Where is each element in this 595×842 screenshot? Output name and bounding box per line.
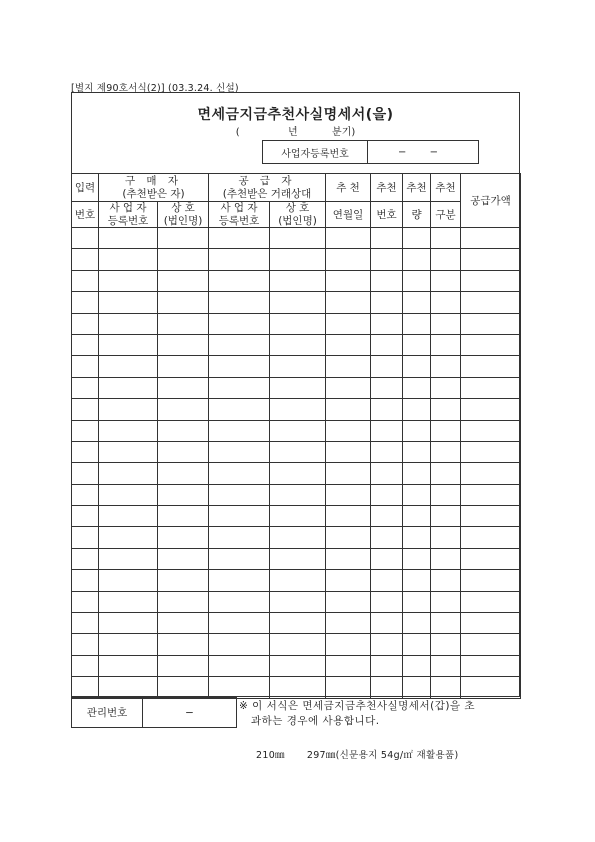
table-cell[interactable] xyxy=(371,548,403,569)
table-cell[interactable] xyxy=(461,356,521,377)
period-line xyxy=(71,123,520,138)
table-cell[interactable] xyxy=(270,484,326,505)
rec-no-header-bottom: 번호 xyxy=(371,202,403,228)
table-cell[interactable] xyxy=(326,441,371,462)
table-cell[interactable] xyxy=(72,613,99,634)
table-cell[interactable] xyxy=(371,313,403,334)
table-cell[interactable] xyxy=(371,334,403,355)
table-cell[interactable] xyxy=(403,548,431,569)
table-cell[interactable] xyxy=(270,249,326,270)
table-cell[interactable] xyxy=(158,527,209,548)
table-row xyxy=(72,655,521,676)
table-cell[interactable] xyxy=(371,228,403,249)
table-cell[interactable] xyxy=(431,292,461,313)
form-number-note: [별지 제90호서식(2)] (03.3.24. 신설) xyxy=(71,83,239,94)
table-cell[interactable] xyxy=(99,655,158,676)
table-cell[interactable] xyxy=(72,484,99,505)
table-cell[interactable] xyxy=(431,228,461,249)
table-cell[interactable] xyxy=(371,634,403,655)
table-row xyxy=(72,356,521,377)
table-row xyxy=(72,613,521,634)
table-cell[interactable] xyxy=(72,313,99,334)
paper-width: 210㎜ xyxy=(256,750,285,761)
table-cell[interactable] xyxy=(99,334,158,355)
table-cell[interactable] xyxy=(270,463,326,484)
table-cell[interactable] xyxy=(158,356,209,377)
table-cell[interactable] xyxy=(431,655,461,676)
table-row xyxy=(72,677,521,698)
table-cell[interactable] xyxy=(270,441,326,462)
table-cell[interactable] xyxy=(326,420,371,441)
table-cell[interactable] xyxy=(403,591,431,612)
table-cell[interactable] xyxy=(99,591,158,612)
table-cell[interactable] xyxy=(371,484,403,505)
table-cell[interactable] xyxy=(461,527,521,548)
table-cell[interactable] xyxy=(99,399,158,420)
table-cell[interactable] xyxy=(431,506,461,527)
rec-qty-header-top: 추천 xyxy=(403,174,431,202)
table-cell[interactable] xyxy=(371,506,403,527)
buyer-biz-reg-bottom: 등록번호 xyxy=(107,215,149,227)
supplier-trade-name-bottom: (법인명) xyxy=(278,215,317,227)
management-number-field[interactable]: − xyxy=(185,706,194,719)
table-cell[interactable] xyxy=(209,613,270,634)
table-cell[interactable] xyxy=(158,655,209,676)
table-cell[interactable] xyxy=(326,313,371,334)
table-cell[interactable] xyxy=(99,270,158,291)
table-cell[interactable] xyxy=(326,399,371,420)
table-cell[interactable] xyxy=(72,655,99,676)
table-cell[interactable] xyxy=(431,548,461,569)
rec-date-header-bottom: 연월일 xyxy=(326,202,371,228)
table-cell[interactable] xyxy=(326,249,371,270)
table-cell[interactable] xyxy=(403,420,431,441)
table-cell[interactable] xyxy=(461,377,521,398)
table-cell[interactable] xyxy=(209,249,270,270)
table-row xyxy=(72,506,521,527)
table-cell[interactable] xyxy=(326,655,371,676)
table-cell[interactable] xyxy=(99,356,158,377)
table-cell[interactable] xyxy=(209,377,270,398)
table-cell[interactable] xyxy=(403,292,431,313)
table-cell[interactable] xyxy=(72,292,99,313)
buyer-trade-name-top: 상 호 xyxy=(171,202,195,214)
rec-no-header-top: 추천 xyxy=(371,174,403,202)
table-cell[interactable] xyxy=(158,292,209,313)
table-cell[interactable] xyxy=(326,292,371,313)
table-cell[interactable] xyxy=(72,249,99,270)
supplier-trade-name-top: 상 호 xyxy=(285,202,310,214)
table-cell[interactable] xyxy=(158,484,209,505)
table-cell[interactable] xyxy=(326,591,371,612)
table-cell[interactable] xyxy=(371,677,403,698)
table-cell[interactable] xyxy=(72,506,99,527)
buyer-header xyxy=(99,174,209,202)
table-cell[interactable] xyxy=(270,313,326,334)
table-cell[interactable] xyxy=(326,334,371,355)
table-cell[interactable] xyxy=(403,527,431,548)
table-cell[interactable] xyxy=(403,613,431,634)
table-cell[interactable] xyxy=(158,441,209,462)
table-cell[interactable] xyxy=(461,399,521,420)
table-cell[interactable] xyxy=(209,420,270,441)
table-cell[interactable] xyxy=(270,548,326,569)
table-cell[interactable] xyxy=(99,548,158,569)
table-cell[interactable] xyxy=(99,292,158,313)
table-cell[interactable] xyxy=(371,377,403,398)
table-cell[interactable] xyxy=(158,334,209,355)
table-cell[interactable] xyxy=(72,677,99,698)
header-row-1 xyxy=(72,174,521,202)
supply-price-header: 공급가액 xyxy=(461,174,521,228)
table-cell[interactable] xyxy=(461,420,521,441)
table-cell[interactable] xyxy=(72,463,99,484)
table-cell[interactable] xyxy=(99,377,158,398)
rec-type-header-top: 추천 xyxy=(431,174,461,202)
table-cell[interactable] xyxy=(270,334,326,355)
table-cell[interactable] xyxy=(72,527,99,548)
supplier-trade-name-header xyxy=(270,202,326,228)
table-cell[interactable] xyxy=(158,270,209,291)
table-cell[interactable] xyxy=(371,270,403,291)
table-cell[interactable] xyxy=(326,377,371,398)
table-cell[interactable] xyxy=(158,548,209,569)
table-cell[interactable] xyxy=(461,655,521,676)
table-cell[interactable] xyxy=(461,270,521,291)
table-cell[interactable] xyxy=(403,356,431,377)
supplier-biz-reg-top: 사 업 자 xyxy=(220,202,258,214)
supplier-header xyxy=(209,174,326,202)
table-cell[interactable] xyxy=(326,613,371,634)
table-cell[interactable] xyxy=(209,634,270,655)
table-cell[interactable] xyxy=(326,356,371,377)
table-row xyxy=(72,634,521,655)
table-cell[interactable] xyxy=(270,228,326,249)
table-cell[interactable] xyxy=(371,655,403,676)
table-cell[interactable] xyxy=(158,463,209,484)
table-cell[interactable] xyxy=(72,356,99,377)
detail-table xyxy=(71,173,521,699)
table-cell[interactable] xyxy=(158,634,209,655)
table-cell[interactable] xyxy=(431,677,461,698)
table-cell[interactable] xyxy=(431,377,461,398)
table-cell[interactable] xyxy=(326,228,371,249)
table-cell[interactable] xyxy=(158,613,209,634)
table-row xyxy=(72,441,521,462)
table-cell[interactable] xyxy=(371,356,403,377)
table-cell[interactable] xyxy=(158,228,209,249)
table-row xyxy=(72,292,521,313)
table-cell[interactable] xyxy=(270,613,326,634)
table-cell[interactable] xyxy=(431,334,461,355)
table-cell[interactable] xyxy=(461,334,521,355)
table-cell[interactable] xyxy=(371,441,403,462)
registration-number-box xyxy=(262,140,479,164)
table-cell[interactable] xyxy=(431,613,461,634)
table-cell[interactable] xyxy=(403,270,431,291)
table-cell[interactable] xyxy=(99,228,158,249)
table-cell[interactable] xyxy=(461,441,521,462)
table-cell[interactable] xyxy=(72,548,99,569)
rec-type-header-bottom: 구분 xyxy=(431,202,461,228)
table-cell[interactable] xyxy=(209,356,270,377)
table-cell[interactable] xyxy=(209,441,270,462)
table-cell[interactable] xyxy=(431,356,461,377)
table-cell[interactable] xyxy=(209,591,270,612)
table-row xyxy=(72,334,521,355)
table-cell[interactable] xyxy=(209,655,270,676)
table-cell[interactable] xyxy=(431,249,461,270)
registration-number-label: 사업자등록번호 xyxy=(263,141,368,163)
table-cell[interactable] xyxy=(403,377,431,398)
table-row xyxy=(72,399,521,420)
table-cell[interactable] xyxy=(461,463,521,484)
table-cell[interactable] xyxy=(326,527,371,548)
table-cell[interactable] xyxy=(158,677,209,698)
paper-spec xyxy=(256,747,480,761)
table-cell[interactable] xyxy=(431,527,461,548)
supplier-biz-reg-header xyxy=(209,202,270,228)
input-no-header-top: 입력 xyxy=(72,174,99,202)
table-cell[interactable] xyxy=(99,313,158,334)
input-no-header-bottom: 번호 xyxy=(72,202,99,228)
header-row-2 xyxy=(72,202,521,228)
paper-height: 297㎜(신문용지 54g/㎡ 재활용품) xyxy=(306,750,459,761)
table-cell[interactable] xyxy=(371,570,403,591)
table-cell[interactable] xyxy=(99,634,158,655)
table-cell[interactable] xyxy=(209,570,270,591)
table-cell[interactable] xyxy=(371,613,403,634)
table-cell[interactable] xyxy=(371,249,403,270)
table-cell[interactable] xyxy=(371,463,403,484)
table-cell[interactable] xyxy=(461,548,521,569)
table-cell[interactable] xyxy=(209,506,270,527)
table-cell[interactable] xyxy=(326,634,371,655)
table-cell[interactable] xyxy=(403,249,431,270)
table-row xyxy=(72,420,521,441)
table-cell[interactable] xyxy=(326,270,371,291)
table-cell[interactable] xyxy=(431,441,461,462)
table-cell[interactable] xyxy=(99,463,158,484)
table-cell[interactable] xyxy=(403,463,431,484)
table-cell[interactable] xyxy=(72,634,99,655)
table-cell[interactable] xyxy=(326,677,371,698)
table-cell[interactable] xyxy=(270,527,326,548)
table-cell[interactable] xyxy=(461,506,521,527)
table-row xyxy=(72,228,521,249)
table-cell[interactable] xyxy=(326,570,371,591)
table-cell[interactable] xyxy=(72,270,99,291)
table-cell[interactable] xyxy=(431,420,461,441)
management-number-label: 관리번호 xyxy=(72,698,143,727)
table-cell[interactable] xyxy=(461,292,521,313)
footnote xyxy=(239,699,523,729)
footnote-line-1: ※ 이 서식은 면세금지금추천사실명세서(갑)을 초 xyxy=(239,700,476,712)
period-year-label: 년 xyxy=(288,127,298,138)
table-cell[interactable] xyxy=(72,591,99,612)
buyer-biz-reg-header xyxy=(99,202,158,228)
table-cell[interactable] xyxy=(461,677,521,698)
buyer-trade-name-header xyxy=(158,202,209,228)
table-cell[interactable] xyxy=(270,420,326,441)
table-cell[interactable] xyxy=(270,677,326,698)
table-cell[interactable] xyxy=(209,228,270,249)
table-cell[interactable] xyxy=(403,313,431,334)
table-cell[interactable] xyxy=(270,570,326,591)
supplier-biz-reg-bottom: 등록번호 xyxy=(218,215,260,227)
supplier-header-sub: (추천받은 거래상대 xyxy=(222,188,312,200)
table-cell[interactable] xyxy=(371,420,403,441)
table-cell[interactable] xyxy=(209,463,270,484)
table-cell[interactable] xyxy=(461,484,521,505)
table-cell[interactable] xyxy=(209,399,270,420)
table-cell[interactable] xyxy=(158,420,209,441)
rec-date-header-top: 추 천 xyxy=(326,174,371,202)
table-row xyxy=(72,463,521,484)
table-cell[interactable] xyxy=(270,292,326,313)
table-cell[interactable] xyxy=(209,270,270,291)
table-row xyxy=(72,313,521,334)
table-cell[interactable] xyxy=(461,228,521,249)
table-cell[interactable] xyxy=(158,591,209,612)
table-cell[interactable] xyxy=(371,292,403,313)
table-cell[interactable] xyxy=(270,506,326,527)
table-cell[interactable] xyxy=(403,484,431,505)
table-cell[interactable] xyxy=(431,463,461,484)
table-cell[interactable] xyxy=(270,591,326,612)
table-cell[interactable] xyxy=(270,634,326,655)
table-cell[interactable] xyxy=(99,506,158,527)
table-cell[interactable] xyxy=(431,313,461,334)
table-cell[interactable] xyxy=(326,506,371,527)
table-cell[interactable] xyxy=(99,527,158,548)
registration-number-field[interactable]: − − xyxy=(398,146,448,158)
table-cell[interactable] xyxy=(99,677,158,698)
period-open: ( xyxy=(235,127,240,138)
table-cell[interactable] xyxy=(326,484,371,505)
table-cell[interactable] xyxy=(270,270,326,291)
supplier-header-label: 공 급 자 xyxy=(238,175,296,187)
table-cell[interactable] xyxy=(431,591,461,612)
table-cell[interactable] xyxy=(431,484,461,505)
table-row xyxy=(72,270,521,291)
footnote-line-2: 과하는 경우에 사용합니다. xyxy=(251,715,380,727)
table-cell[interactable] xyxy=(72,441,99,462)
table-cell[interactable] xyxy=(99,441,158,462)
table-cell[interactable] xyxy=(371,399,403,420)
table-cell[interactable] xyxy=(403,677,431,698)
table-cell[interactable] xyxy=(209,334,270,355)
table-cell[interactable] xyxy=(99,613,158,634)
form-title: 면세금지금추천사실명세서(을) xyxy=(197,107,394,123)
period-quarter-label: 분기) xyxy=(332,127,356,138)
table-cell[interactable] xyxy=(158,399,209,420)
table-row xyxy=(72,591,521,612)
table-cell[interactable] xyxy=(158,249,209,270)
table-cell[interactable] xyxy=(403,634,431,655)
table-cell[interactable] xyxy=(209,313,270,334)
table-cell[interactable] xyxy=(72,228,99,249)
table-cell[interactable] xyxy=(72,377,99,398)
table-cell[interactable] xyxy=(431,634,461,655)
table-cell[interactable] xyxy=(209,292,270,313)
table-cell[interactable] xyxy=(270,377,326,398)
table-cell[interactable] xyxy=(403,399,431,420)
table-cell[interactable] xyxy=(72,420,99,441)
table-cell[interactable] xyxy=(99,249,158,270)
table-cell[interactable] xyxy=(461,313,521,334)
table-cell[interactable] xyxy=(270,356,326,377)
table-cell[interactable] xyxy=(158,506,209,527)
table-row xyxy=(72,570,521,591)
buyer-trade-name-bottom: (법인명) xyxy=(163,215,203,227)
table-cell[interactable] xyxy=(431,570,461,591)
table-cell[interactable] xyxy=(326,463,371,484)
table-cell[interactable] xyxy=(72,399,99,420)
table-cell[interactable] xyxy=(209,548,270,569)
table-cell[interactable] xyxy=(431,270,461,291)
table-cell[interactable] xyxy=(158,570,209,591)
table-row xyxy=(72,484,521,505)
table-row xyxy=(72,527,521,548)
table-cell[interactable] xyxy=(403,334,431,355)
table-cell[interactable] xyxy=(371,527,403,548)
table-cell[interactable] xyxy=(403,570,431,591)
table-cell[interactable] xyxy=(209,677,270,698)
table-cell[interactable] xyxy=(158,313,209,334)
management-number-box xyxy=(71,697,237,728)
table-cell[interactable] xyxy=(209,527,270,548)
table-cell[interactable] xyxy=(270,655,326,676)
table-cell[interactable] xyxy=(158,377,209,398)
table-cell[interactable] xyxy=(461,249,521,270)
table-row xyxy=(72,548,521,569)
table-row xyxy=(72,249,521,270)
table-cell[interactable] xyxy=(209,484,270,505)
table-cell[interactable] xyxy=(403,655,431,676)
table-cell[interactable] xyxy=(72,334,99,355)
table-cell[interactable] xyxy=(461,570,521,591)
table-cell[interactable] xyxy=(371,591,403,612)
table-cell[interactable] xyxy=(461,613,521,634)
rec-qty-header-bottom: 량 xyxy=(403,202,431,228)
buyer-biz-reg-top: 사 업 자 xyxy=(109,202,147,214)
buyer-header-label: 구 매 자 xyxy=(124,175,183,187)
table-cell[interactable] xyxy=(99,570,158,591)
table-cell[interactable] xyxy=(99,420,158,441)
table-cell[interactable] xyxy=(403,228,431,249)
table-cell[interactable] xyxy=(72,570,99,591)
buyer-header-sub: (추천받은 자) xyxy=(122,188,185,200)
table-cell[interactable] xyxy=(403,506,431,527)
table-cell[interactable] xyxy=(461,634,521,655)
table-cell[interactable] xyxy=(326,548,371,569)
table-cell[interactable] xyxy=(270,399,326,420)
table-cell[interactable] xyxy=(431,399,461,420)
table-cell[interactable] xyxy=(403,441,431,462)
table-cell[interactable] xyxy=(99,484,158,505)
table-row xyxy=(72,377,521,398)
table-cell[interactable] xyxy=(461,591,521,612)
